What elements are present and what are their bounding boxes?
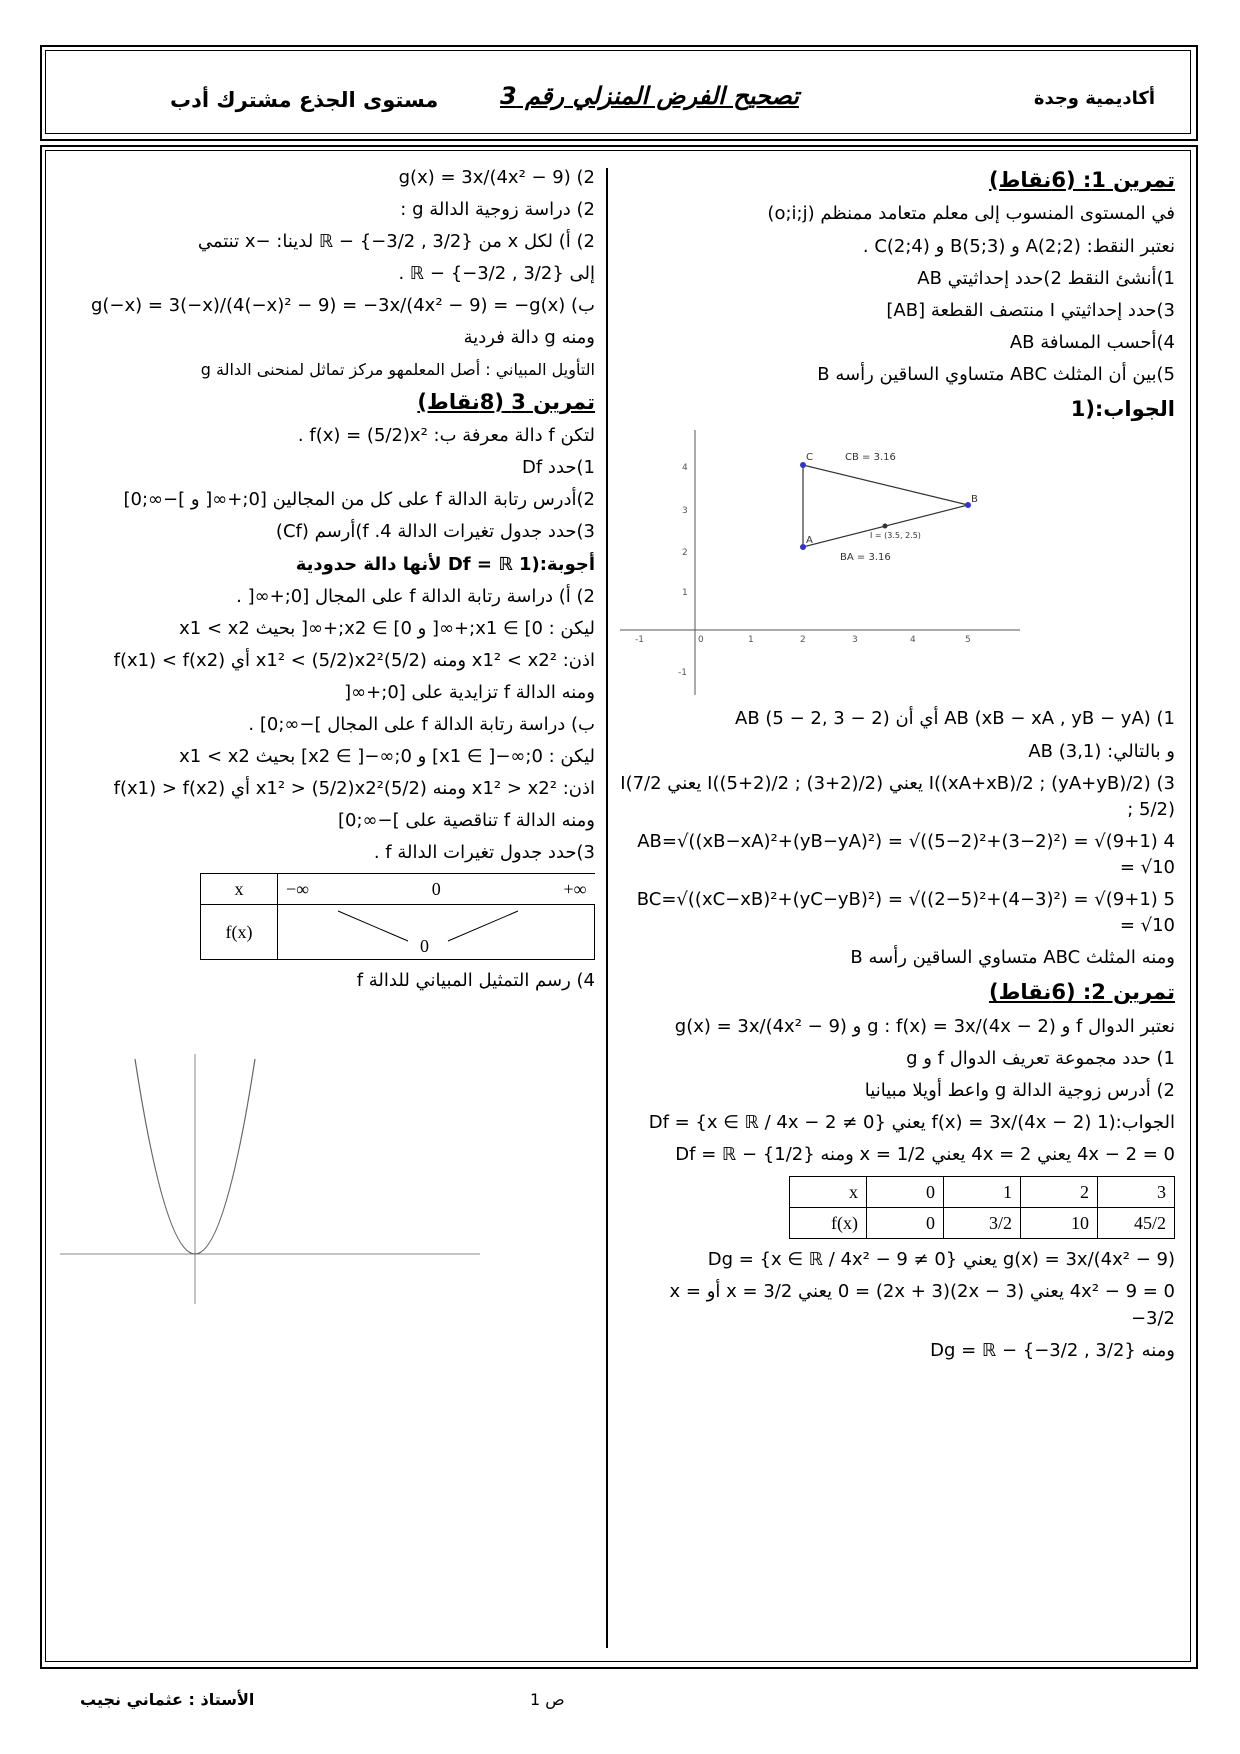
left-l2: 2) دراسة زوجية الدالة g : — [400, 199, 595, 221]
table-cell: 0 — [867, 1208, 944, 1239]
ans-3: 3) I((xA+xB)/2 ; (yA+yB)/2) يعني I((5+2)/2 ; (3+2)/2) يعني I(7/2 ; 5/2) — [620, 772, 1175, 820]
table-row — [201, 905, 595, 960]
ans-4-left: 3)حدد جدول تغيرات الدالة f . — [373, 842, 595, 864]
left-l1: 2) g(x) = 3x/(4x² − 9) — [398, 167, 595, 188]
ans-5: 5 BC=√((xC−xB)²+(yC−yB)²) = √((2−5)²+(4−3)²) = √(9+1) = √10 — [636, 889, 1175, 937]
column-divider — [606, 168, 608, 1648]
svg-text:3: 3 — [852, 635, 858, 646]
svg-text:4: 4 — [682, 463, 688, 474]
svg-text:1: 1 — [748, 635, 754, 646]
svg-text:0: 0 — [698, 635, 704, 646]
right-column — [620, 165, 1175, 1370]
ans-5c: ومنه المثلث ABC متساوي الساقين رأسه B — [850, 947, 1175, 969]
ans-1: 1) AB (xB − xA , yB − yA) أي أن AB (5 − 2, 3 − 2) — [735, 708, 1175, 730]
ans-3b: ليكن : x1 ∈ ]−∞;0] و x2 ∈ ]−∞;0] بحيث x1 < x2 — [179, 746, 595, 768]
ans-3a: ب) دراسة رتابة الدالة f على المجال ]−∞;0] . — [248, 714, 595, 736]
left-l4: إلى ℝ − {−3/2 , 3/2} . — [398, 263, 595, 285]
table-cell: x — [790, 1177, 867, 1208]
table-cell: 10 — [1021, 1208, 1098, 1239]
fig-ba: BA = 3.16 — [840, 552, 891, 564]
ans-2c: اذن: x1² < x2² ومنه (5/2)x1² < (5/2)x2² أي f(x1) < f(x2) — [113, 649, 595, 671]
fig-i: I = (3.5, 2.5) — [870, 531, 921, 541]
dg-3: ومنه Dg = ℝ − {−3/2 , 3/2} — [930, 1339, 1175, 1361]
table-cell: 3/2 — [944, 1208, 1021, 1239]
ex1-answer-label: الجواب:(1 — [1070, 397, 1175, 421]
ex2-intro: نعتبر الدوال f و g : f(x) = 3x/(4x − 2) و g(x) = 3x/(4x² − 9) — [674, 1015, 1175, 1037]
svg-text:3: 3 — [682, 506, 688, 517]
ex3-q1: 1)حدد Df — [522, 457, 595, 479]
table-cell: f(x) — [201, 905, 278, 960]
table-cell: x — [201, 873, 278, 905]
svg-text:C: C — [806, 452, 813, 464]
ex1-points: نعتبر النقط: A(2;2) و B(5;3) و C(2;4) . — [862, 235, 1175, 257]
ans-4: 4 AB=√((xB−xA)²+(yB−yA)²) = √((5−2)²+(3−2)²) = √(9+1) = √10 — [637, 830, 1175, 878]
ex2-title: تمرين 2: (6نقاط) — [989, 980, 1175, 1005]
ans-3c: اذن: x1² > x2² ومنه (5/2)x1² > (5/2)x2² أي f(x1) > f(x2) — [113, 778, 595, 800]
ex2-answer-2: 4x − 2 = 0 يعني 4x = 2 يعني x = 1/2 ومنه Df = ℝ − {1/2} — [675, 1144, 1175, 1166]
table-row — [790, 1208, 1175, 1239]
table-cell: 1 — [944, 1177, 1021, 1208]
svg-text:1: 1 — [682, 588, 688, 599]
ans-3d: ومنه الدالة f تناقصية على ]−∞;0] — [337, 810, 595, 832]
page-title: تصحيح الفرض المنزلي رقم 3 — [500, 82, 799, 110]
ex3-intro: لتكن f دالة معرفة ب: f(x) = (5/2)x² . — [297, 425, 595, 447]
ex2-q2: 2) أدرس زوجية الدالة g واعط أويلا مبيانيا — [864, 1079, 1175, 1101]
svg-text:2: 2 — [800, 635, 806, 646]
left-l3: 2) أ) لكل x من ℝ − {−3/2 , 3/2} لدينا: −x تنتمي — [197, 231, 595, 253]
svg-text:5: 5 — [965, 635, 971, 646]
ex1-title: تمرين 1: (6نقاط) — [989, 168, 1175, 192]
svg-text:B: B — [971, 494, 978, 506]
svg-text:-1: -1 — [678, 668, 687, 679]
triangle-figure — [620, 430, 1020, 700]
table-row — [790, 1177, 1175, 1208]
academy: أكاديمية وجدة — [1033, 88, 1155, 109]
ex1-q1: 1)أنشئ النقط 2)حدد إحداثيتي AB — [917, 267, 1175, 289]
values-table — [789, 1176, 1175, 1239]
svg-text:2: 2 — [682, 548, 688, 559]
ans-1-left: أجوبة:(1 Df = ℝ لأنها دالة حدودية — [295, 553, 595, 575]
ans-2d: ومنه الدالة f تزايدية على [0;+∞[ — [344, 681, 595, 703]
teacher-name: الأستاذ : عثماني نجيب — [80, 1690, 255, 1709]
table-cell: 3 — [1098, 1177, 1175, 1208]
dg-1: g(x) = 3x/(4x² − 9) يعني Dg = {x ∈ ℝ / 4x² − 9 ≠ 0} — [707, 1249, 1175, 1271]
ex3-q3: 3)حدد جدول تغيرات الدالة f .4)أرسم (Cf) — [275, 521, 595, 543]
left-column — [60, 165, 595, 1314]
table-cell: 45/2 — [1098, 1208, 1175, 1239]
table-cell: 0 — [867, 1177, 944, 1208]
table-row — [201, 873, 595, 905]
ex1-q3: 3)حدد إحداثيتي I منتصف القطعة [AB] — [886, 299, 1175, 321]
ans-2b: ليكن : x1 ∈ [0;+∞[ و x2 ∈ [0;+∞[ بحيث x1 < x2 — [179, 617, 595, 639]
ans-5-left: 4) رسم التمثيل المبياني للدالة f — [356, 970, 595, 991]
svg-text:4: 4 — [910, 635, 916, 646]
ex1-q5: 5)بين أن المثلث ABC متساوي الساقين رأسه B — [817, 363, 1175, 385]
left-l7: التأويل المبياني : أصل المعلمهو مركز تماثل لمنحنى الدالة g — [200, 359, 595, 379]
ex1-intro: في المستوى المنسوب إلى معلم متعامد ممنظم (o;i;j) — [767, 203, 1175, 225]
svg-text:A: A — [806, 535, 813, 547]
left-l5: ب) g(−x) = 3(−x)/(4(−x)² − 9) = −3x/(4x² − 9) = −g(x) — [90, 295, 595, 317]
ex1-q4: 4)أحسب المسافة AB — [1009, 331, 1175, 353]
ans-2a: 2) أ) دراسة رتابة الدالة f على المجال [0;+∞[ . — [236, 585, 595, 607]
level: مستوى الجذع مشترك أدب — [170, 88, 439, 112]
table-cell: 2 — [1021, 1177, 1098, 1208]
page-number: ص 1 — [530, 1690, 565, 1709]
ex3-q2: 2)أدرس رتابة الدالة f على كل من المجالين [0;+∞[ و ]−∞;0] — [123, 489, 595, 511]
ex2-answer: الجواب:(1 f(x) = 3x/(4x − 2) يعني Df = {x ∈ ℝ / 4x − 2 ≠ 0} — [648, 1112, 1175, 1133]
table-cell: f(x) — [790, 1208, 867, 1239]
dg-2: 4x² − 9 = 0 يعني (2x − 3)(2x + 3) = 0 يعني x = 3/2 أو x = −3/2 — [669, 1281, 1175, 1329]
variation-table — [200, 873, 595, 961]
svg-text:-1: -1 — [635, 635, 644, 646]
parabola-graph — [60, 1054, 480, 1314]
ex2-q1: 1) حدد مجموعة تعريف الدوال f و g — [906, 1047, 1175, 1069]
table-cell: 0 — [278, 905, 595, 960]
fig-cb: CB = 3.16 — [845, 452, 896, 464]
left-l6: ومنه g دالة فردية — [463, 327, 595, 349]
table-cell: −∞ 0 +∞ — [278, 873, 595, 904]
ans-1b: و بالتالي: AB (3,1) — [1028, 740, 1175, 762]
ex3-title: تمرين 3 (8نقاط) — [417, 389, 595, 414]
